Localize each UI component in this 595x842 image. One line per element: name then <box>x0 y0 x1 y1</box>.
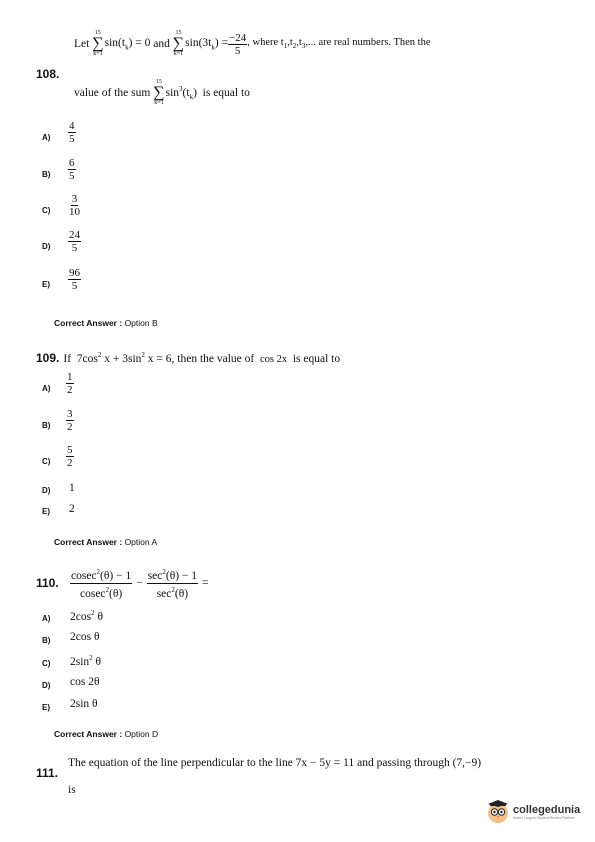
denominator <box>156 584 189 601</box>
sum-upper-limit: 15 <box>155 79 162 85</box>
logo-wordmark: collegedunia <box>513 804 581 816</box>
expr-part: ) = <box>214 36 229 49</box>
expr-part: (θ) <box>174 587 189 600</box>
denominator: 5 <box>71 242 78 254</box>
sum-symbol <box>153 79 164 107</box>
text-part: 7cos <box>76 352 98 365</box>
answer-value: Option D <box>124 729 159 739</box>
denominator: 2 <box>67 421 73 433</box>
option-label: A) <box>42 384 51 393</box>
denominator: 5 <box>234 44 241 57</box>
expr-part: sin <box>165 86 180 99</box>
text: value of the sum <box>74 87 151 99</box>
expr-part: θ <box>92 655 102 668</box>
sum-upper-limit: 15 <box>94 30 101 36</box>
question-108-line1 <box>74 30 431 58</box>
sigma-icon: ∑ <box>92 35 104 52</box>
option-c-value[interactable] <box>66 444 74 469</box>
option-label: E) <box>42 507 50 516</box>
superscript: 2 <box>171 585 175 594</box>
numerator: 3 <box>71 193 78 205</box>
expr-part: cosec <box>71 569 97 582</box>
question-109-line <box>36 349 340 367</box>
option-c-value[interactable] <box>68 193 81 218</box>
text-part: x = 6, then the value of <box>144 352 255 365</box>
option-d-value[interactable] <box>68 229 81 254</box>
superscript: 2 <box>91 609 95 617</box>
text-part: If <box>63 352 72 365</box>
superscript: 2 <box>97 351 102 360</box>
expr-part: sin(3t <box>185 36 212 49</box>
option-label: D) <box>42 681 51 690</box>
denominator: 5 <box>69 133 75 145</box>
superscript: 2 <box>89 654 93 662</box>
superscript: 2 <box>96 568 101 576</box>
collegedunia-logo <box>486 800 580 824</box>
denominator: 2 <box>67 384 73 396</box>
sigma-icon: ∑ <box>153 84 165 101</box>
subscript: 3 <box>301 42 306 51</box>
answer-label: Correct Answer : <box>54 318 123 328</box>
option-a-value[interactable] <box>68 120 76 145</box>
expr-part: 2cos <box>70 610 92 623</box>
option-label: A) <box>42 614 51 623</box>
option-label: B) <box>42 636 51 645</box>
correct-answer <box>54 729 158 739</box>
superscript: 2 <box>105 585 110 594</box>
option-e-value[interactable]: 2sin θ <box>70 698 98 710</box>
question-111-line2: is <box>68 784 76 796</box>
fraction <box>70 566 132 601</box>
subscript: 1 <box>283 42 288 51</box>
question-number: 108. <box>36 67 60 81</box>
superscript: 2 <box>141 351 145 360</box>
answer-label: Correct Answer : <box>54 537 123 547</box>
expr-part: (θ) <box>109 587 123 600</box>
denominator: 5 <box>71 280 78 292</box>
numerator <box>70 566 132 584</box>
question-111-line1: The equation of the line perpendicular to the line 7x − 5y = 11 and passing through (7,−9) <box>68 757 482 769</box>
superscript: 3 <box>179 84 183 93</box>
answer-label: Correct Answer : <box>54 729 123 739</box>
question-110-expression <box>70 566 209 601</box>
expr-part: sec <box>147 569 163 582</box>
sum-symbol <box>92 30 103 58</box>
text-part: , where t <box>247 37 284 49</box>
subscript: k <box>211 43 215 52</box>
numerator: 5 <box>67 444 73 456</box>
option-label: E) <box>42 703 50 712</box>
question-number: 110. <box>36 576 59 590</box>
option-b-value[interactable] <box>68 157 76 182</box>
option-e-value[interactable]: 2 <box>69 503 75 515</box>
numerator <box>147 566 198 584</box>
expr-part: sin(t <box>104 36 126 49</box>
expr-part: (t <box>182 86 190 99</box>
text-part: cos 2x <box>259 353 288 365</box>
numerator: 96 <box>69 267 80 279</box>
question-text <box>63 351 340 365</box>
fraction <box>147 566 198 601</box>
option-label: B) <box>42 421 51 430</box>
subscript: k <box>189 93 194 102</box>
text-part: ,t <box>296 37 302 49</box>
option-label: C) <box>42 457 51 466</box>
option-e-value[interactable] <box>68 267 81 292</box>
numerator: 1 <box>67 371 73 383</box>
option-label: D) <box>42 242 51 251</box>
option-label: A) <box>42 133 51 142</box>
sum-upper-limit: 15 <box>175 30 182 36</box>
sum-lower-limit: k=1 <box>173 51 184 57</box>
subscript: k <box>125 43 129 52</box>
correct-answer <box>54 318 158 328</box>
text-part: x + 3sin <box>101 352 142 365</box>
option-label: C) <box>42 206 51 215</box>
minus-sign: − <box>136 577 143 590</box>
expr-part: θ <box>94 610 103 623</box>
sum-lower-limit: k=1 <box>154 100 164 106</box>
owl-mascot-icon <box>486 800 510 824</box>
subscript: 2 <box>292 42 297 51</box>
option-d-value[interactable]: 1 <box>69 482 75 494</box>
expr-part: (θ) − 1 <box>165 569 198 582</box>
answer-value: Option B <box>124 318 158 328</box>
logo-tagline: India's Largest Student Review Platform <box>513 816 576 820</box>
expr-part: (θ) − 1 <box>100 569 132 582</box>
numerator: 4 <box>69 120 75 132</box>
numerator: 6 <box>69 157 75 169</box>
denominator: 10 <box>69 206 80 218</box>
logo-text-block <box>513 804 580 820</box>
option-label: E) <box>42 280 50 289</box>
text <box>247 37 430 50</box>
option-a-value[interactable] <box>66 371 74 396</box>
equals-sign: = <box>202 577 209 590</box>
text: Let <box>74 38 90 50</box>
option-d-value[interactable]: cos 2θ <box>70 676 100 688</box>
text-part: ,t <box>287 37 293 49</box>
text: is equal to <box>202 87 250 99</box>
option-b-value[interactable] <box>66 408 74 433</box>
expr-part: ) = 0 <box>128 36 151 49</box>
text-part: ,... are real numbers. Then the <box>305 37 431 49</box>
expr-part: cosec <box>79 587 106 600</box>
question-number: 109. <box>36 351 60 365</box>
expr <box>105 37 151 51</box>
correct-answer <box>54 537 157 547</box>
option-label: B) <box>42 170 51 179</box>
text-part: is equal to <box>292 352 341 365</box>
expr-part: ) <box>193 86 197 99</box>
sum-lower-limit: k=1 <box>93 51 103 57</box>
expr-part: 2sin <box>70 655 90 668</box>
option-b-value[interactable]: 2cos θ <box>70 631 100 643</box>
fraction <box>228 32 247 57</box>
expr <box>185 37 228 51</box>
option-a-value[interactable] <box>70 609 103 623</box>
sum-symbol <box>173 30 184 58</box>
expr <box>166 85 197 101</box>
text: and <box>153 38 170 50</box>
superscript: 2 <box>162 568 166 576</box>
question-number: 111. <box>36 766 59 780</box>
sigma-icon: ∑ <box>172 35 185 52</box>
denominator <box>79 584 123 601</box>
numerator: 24 <box>69 229 80 241</box>
denominator: 5 <box>69 170 75 182</box>
numerator: −24 <box>229 31 247 44</box>
denominator: 2 <box>67 457 73 469</box>
question-108-line2 <box>74 79 250 107</box>
answer-value: Option A <box>124 537 158 547</box>
expr-part: sec <box>156 587 172 600</box>
option-c-value[interactable] <box>70 654 101 668</box>
option-label: D) <box>42 486 51 495</box>
option-label: C) <box>42 659 51 668</box>
numerator: 3 <box>67 408 73 420</box>
